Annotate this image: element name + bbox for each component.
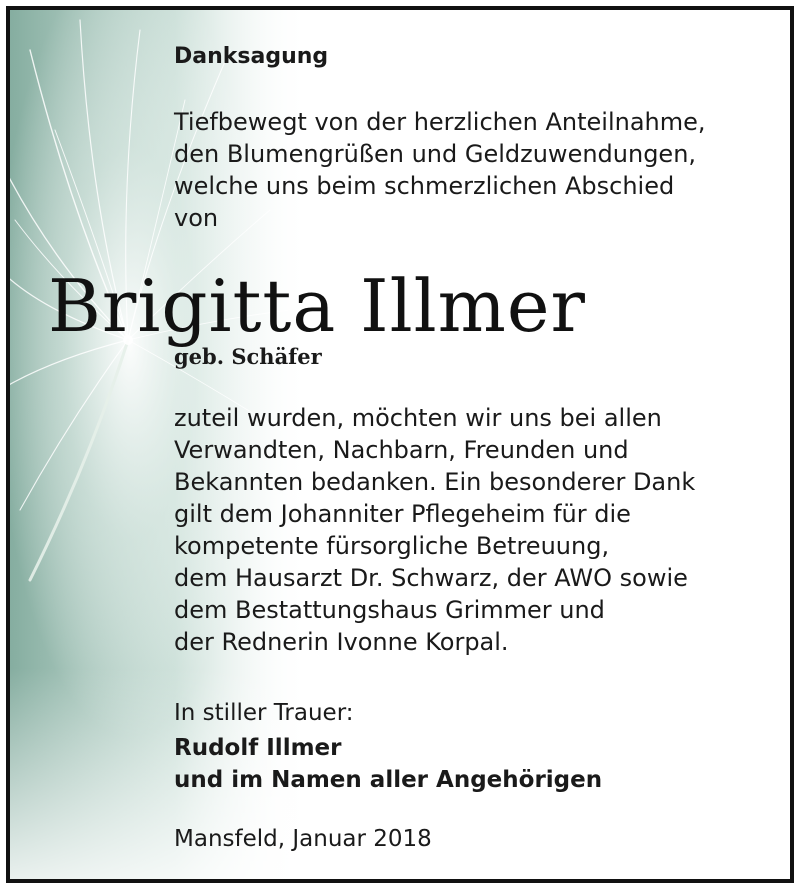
thanks-line: kompetente fürsorgliche Betreuung, (174, 532, 610, 560)
thanks-paragraph (174, 402, 695, 658)
intro-line: welche uns beim schmerzlichen Abschied (174, 172, 675, 200)
place-date: Mansfeld, Januar 2018 (174, 826, 432, 852)
signer-secondary: und im Namen aller Angehörigen (174, 767, 603, 793)
intro-paragraph (174, 106, 706, 234)
intro-line: den Blumengrüßen und Geldzuwendungen, (174, 140, 697, 168)
thanks-line: Verwandten, Nachbarn, Freunden und (174, 436, 629, 464)
deceased-name: Brigitta Illmer (48, 264, 586, 348)
obituary-notice (6, 6, 794, 883)
mourning-label: In stiller Trauer: (174, 700, 354, 726)
signer-primary: Rudolf Illmer (174, 735, 342, 761)
thanks-line: dem Hausarzt Dr. Schwarz, der AWO sowie (174, 564, 688, 592)
thanks-line: dem Bestattungshaus Grimmer und (174, 596, 605, 624)
notice-text (10, 10, 794, 883)
intro-line: Tiefbewegt von der herzlichen Anteilnahme, (174, 108, 706, 136)
maiden-name: geb. Schäfer (174, 344, 322, 369)
thanks-line: Bekannten bedanken. Ein besonderer Dank (174, 468, 696, 496)
thanks-line: gilt dem Johanniter Pflegeheim für die (174, 500, 631, 528)
notice-heading: Danksagung (174, 44, 329, 69)
intro-line: von (174, 204, 219, 232)
thanks-line: zuteil wurden, möchten wir uns bei allen (174, 404, 662, 432)
thanks-line: der Rednerin Ivonne Korpal. (174, 628, 509, 656)
